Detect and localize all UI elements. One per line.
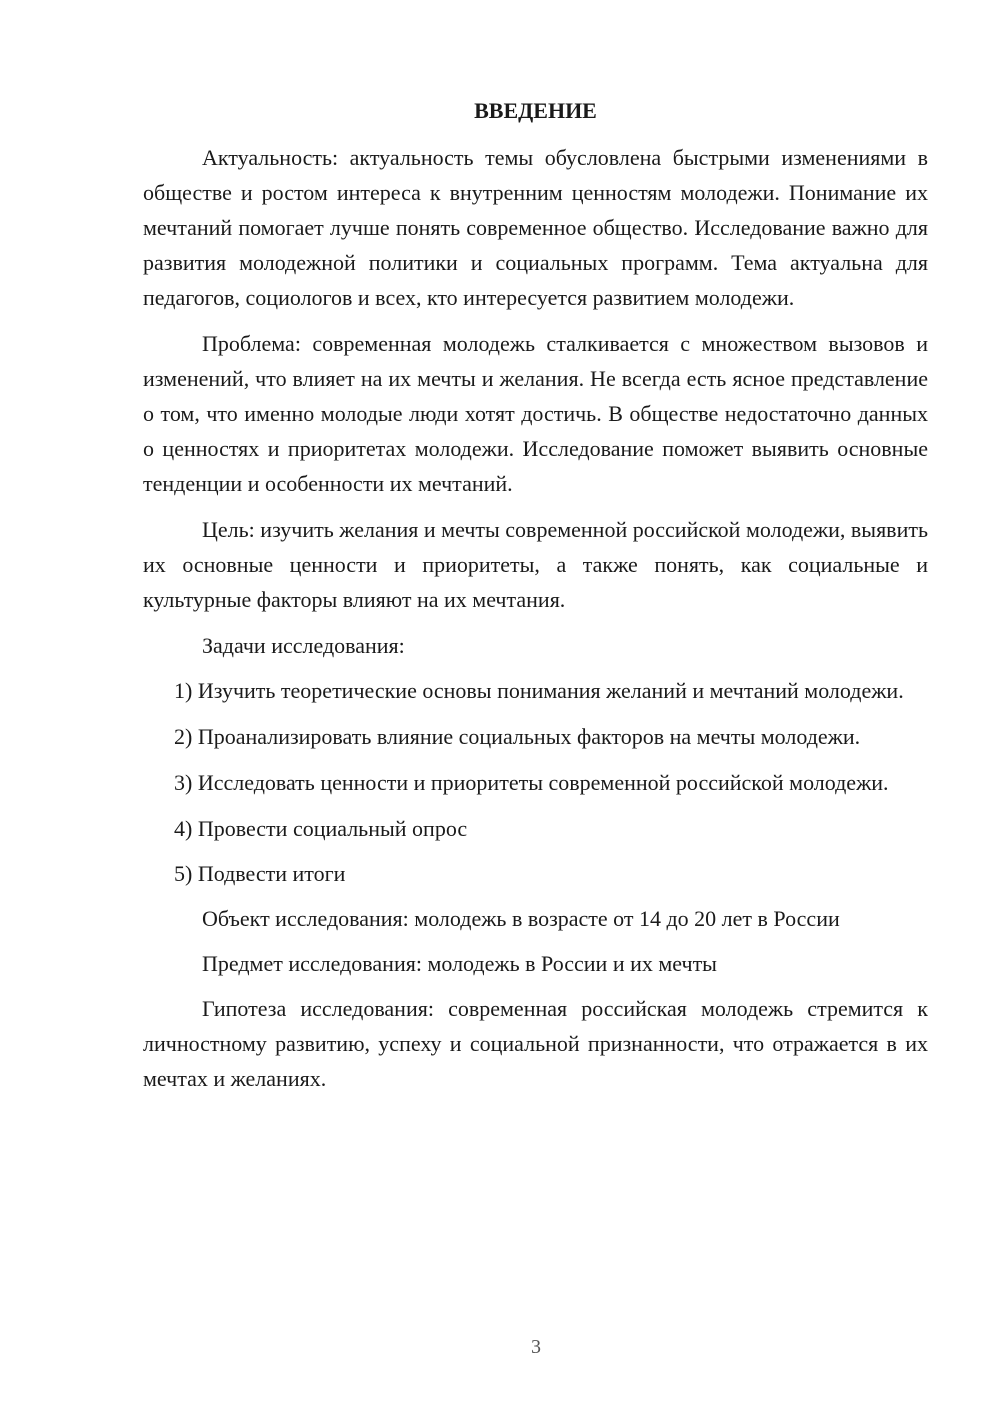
task-item-3: 3) Исследовать ценности и приоритеты современной российской молодежи.: [174, 770, 889, 795]
goal-paragraph: Цель: изучить желания и мечты современной российской молодежи, выявить их основные ценности и приоритеты, а также понять, как социальные и культурные факторы влияют на их мечтания.: [143, 517, 928, 612]
section-heading: ВВЕДЕНИЕ: [474, 98, 597, 123]
document-body: [143, 96, 928, 1107]
task-item-5: 5) Подвести итоги: [174, 861, 346, 886]
tasks-title: Задачи исследования:: [202, 633, 405, 658]
task-item-4: 4) Провести социальный опрос: [174, 816, 468, 841]
problem-paragraph: Проблема: современная молодежь сталкивается с множеством вызовов и изменений, что влияет на их мечты и желания. Не всегда есть ясное представление о том, что именно молодые люди хотят достичь. В обществе недостаточно данных о ценностях и приоритетах молодежи. Исследование поможет выявить основные тенденции и особенности их мечтаний.: [143, 331, 928, 496]
object-paragraph: Объект исследования: молодежь в возрасте от 14 до 20 лет в России: [202, 906, 840, 931]
subject-paragraph: Предмет исследования: молодежь в России и их мечты: [202, 951, 717, 976]
page-number: 3: [531, 1336, 541, 1358]
task-item-2: 2) Проанализировать влияние социальных факторов на мечты молодежи.: [174, 724, 861, 749]
hypothesis-paragraph: Гипотеза исследования: современная российская молодежь стремится к личностному развитию, успеху и социальной признанности, что отражается в их мечтах и желаниях.: [143, 996, 928, 1091]
task-item-1: 1) Изучить теоретические основы понимания желаний и мечтаний молодежи.: [174, 678, 904, 703]
relevance-paragraph: Актуальность: актуальность темы обусловлена быстрыми изменениями в обществе и ростом интереса к внутренним ценностям молодежи. Понимание их мечтаний помогает лучше понять современное общество. Исследование важно для развития молодежной политики и социальных программ. Тема актуальна для педагогов, социологов и всех, кто интересуется развитием молодежи.: [143, 145, 928, 310]
